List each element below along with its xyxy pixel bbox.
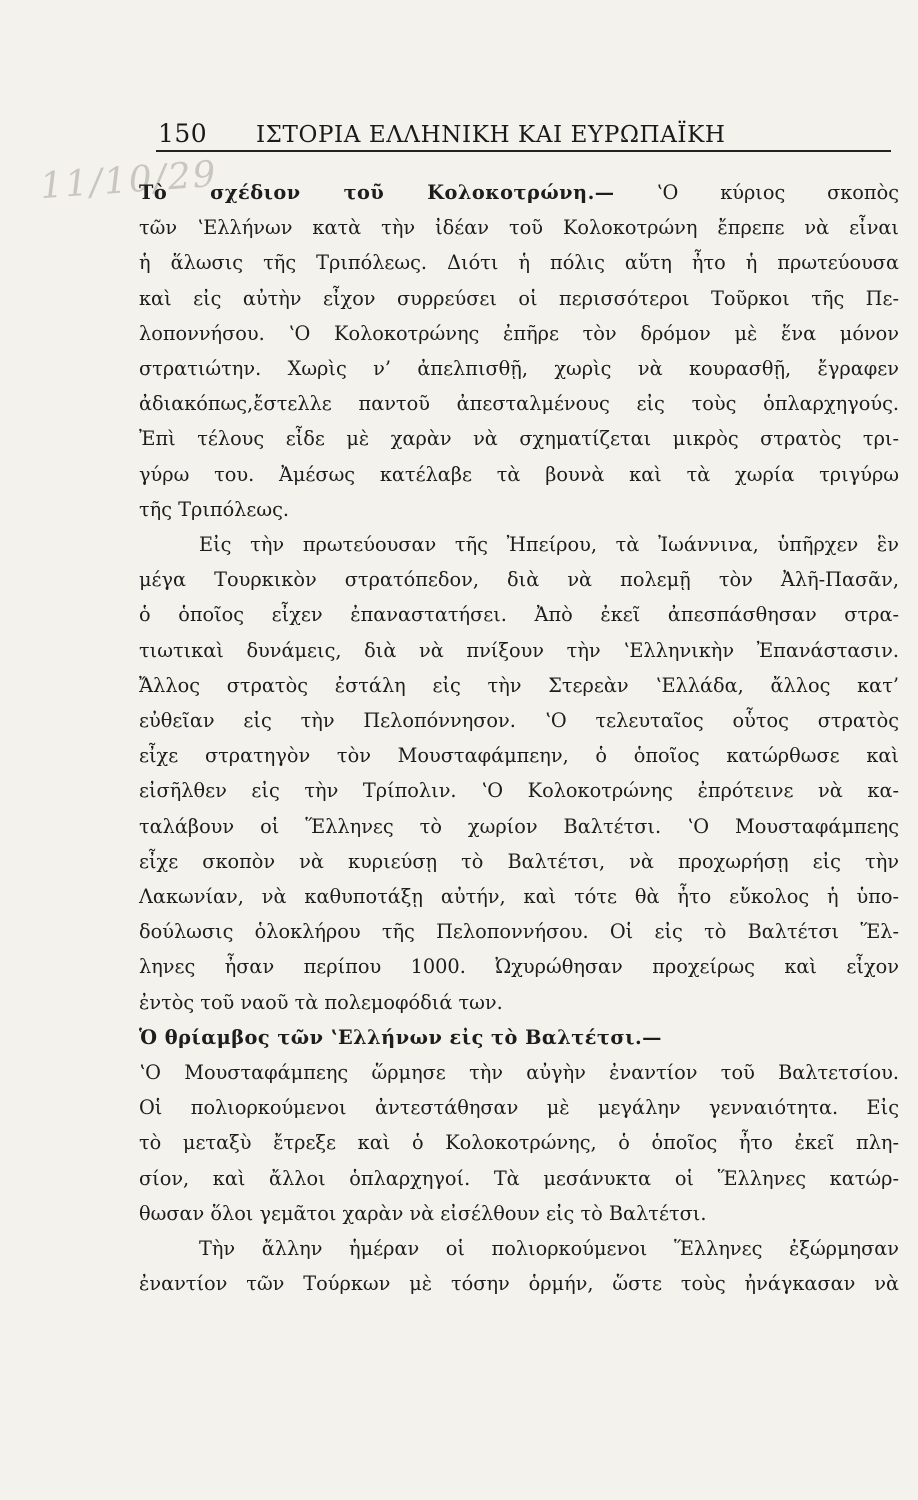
text-line: τὸ μεταξὺ ἔτρεξε καὶ ὁ Κολοκοτρώνης, ὁ ὁποῖος ἦτο ἐκεῖ πλη- [139, 1131, 899, 1155]
text-line: ταλάβουν οἱ Ἕλληνες τὸ χωρίον Βαλτέτσι. ʽΟ Μουσταφάμπεης [139, 814, 899, 838]
text-line: Ἐπὶ τέλους εἶδε μὲ χαρὰν νὰ σχηματίζεται μικρὸς στρατὸς τρι- [139, 427, 899, 451]
text-line: γύρω του. Ἀμέσως κατέλαβε τὰ βουνὰ καὶ τὰ χωρία τριγύρω [139, 462, 899, 486]
text-line: εἶχε σκοπὸν νὰ κυριεύσῃ τὸ Βαλτέτσι, νὰ προχωρήσῃ εἰς τὴν [139, 849, 899, 873]
text-line: τῶν ʽΕλλήνων κατὰ τὴν ἰδέαν τοῦ Κολοκοτρώνη ἔπρεπε νὰ εἶναι [139, 216, 899, 240]
section-heading: Τὸ σχέδιον τοῦ Κολοκοτρώνη.— [139, 181, 615, 204]
section-heading: Ὁ θρίαμβος τῶν ʽΕλλήνων εἰς τὸ Βαλτέτσι.— [139, 1025, 662, 1049]
text-line: εὐθεῖαν εἰς τὴν Πελοπόννησον. ʽΟ τελευταῖος οὗτος στρατὸς [139, 709, 899, 733]
text-line: δούλωσις ὁλοκλήρου τῆς Πελοποννήσου. Οἱ εἰς τὸ Βαλτέτσι Ἕλ- [139, 920, 899, 944]
text-line: εἰσῆλθεν εἰς τὴν Τρίπολιν. ʽΟ Κολοκοτρώνης ἐπρότεινε νὰ κα- [139, 779, 899, 803]
text-line [139, 1020, 899, 1055]
text-line: στρατιώτην. Χωρὶς ν’ ἀπελπισθῇ, χωρὶς νὰ κουρασθῇ, ἔγραφεν [139, 357, 899, 381]
text-line: καὶ εἰς αὐτὴν εἶχον συρρεύσει οἱ περισσότεροι Τοῦρκοι τῆς Πε- [139, 286, 899, 310]
text-line: Οἱ πολιορκούμενοι ἀντεστάθησαν μὲ μεγάλην γενναιότητα. Εἰς [139, 1096, 899, 1120]
text-line: τιωτικαὶ δυνάμεις, διὰ νὰ πνίξουν τὴν ʽΕλληνικὴν Ἐπανάστασιν. [139, 638, 899, 662]
text-line: Ἄλλος στρατὸς ἐστάλη εἰς τὴν Στερεὰν ʽΕλλάδα, ἄλλος κατ’ [139, 673, 899, 697]
text-line: Τὴν ἄλλην ἡμέραν οἱ πολιορκούμενοι Ἕλληνες ἐξώρμησαν [199, 1237, 899, 1261]
text-line: τῆς Τριπόλεως. [139, 497, 290, 521]
text-line: ἐναντίον τῶν Τούρκων μὲ τόσην ὁρμήν, ὥστε τοὺς ἠνάγκασαν νὰ [139, 1272, 899, 1296]
text-line: Λακωνίαν, νὰ καθυποτάξῃ αὐτήν, καὶ τότε θὰ ἦτο εὔκολος ἡ ὑπο- [139, 885, 899, 909]
text-line: ληνες ἦσαν περίπου 1000. Ὠχυρώθησαν προχείρως καὶ εἶχον [139, 955, 899, 979]
body-text [139, 175, 899, 1302]
text-line: ἡ ἅλωσις τῆς Τριπόλεως. Διότι ἡ πόλις αὕτη ἦτο ἡ πρωτεύουσα [139, 251, 899, 275]
text-line: λοποννήσου. ʽΟ Κολοκοτρώνης ἐπῆρε τὸν δρόμον μὲ ἕνα μόνον [139, 321, 899, 345]
text-line: μέγα Τουρκικὸν στρατόπεδον, διὰ νὰ πολεμῇ τὸν Ἀλῆ-Πασᾶν, [139, 568, 899, 592]
text-line: Εἰς τὴν πρωτεύουσαν τῆς Ἠπείρου, τὰ Ἰωάννινα, ὑπῆρχεν ἓν [199, 533, 899, 557]
text-line: Τὸ σχέδιον τοῦ Κολοκοτρώνη.— ʽΟ κύριος σκοπὸς [139, 181, 899, 204]
text-line: ἀδιακόπως,ἔστελλε παντοῦ ἀπεσταλμένους εἰς τοὺς ὁπλαρχηγούς. [139, 392, 899, 416]
text-line: ʽΟ Μουσταφάμπεης ὥρμησε τὴν αὐγὴν ἐναντίον τοῦ Βαλτετσίου. [139, 1061, 899, 1085]
page-number: 150 [158, 119, 208, 148]
text-line: θωσαν ὅλοι γεμᾶτοι χαρὰν νὰ εἰσέλθουν εἰς τὸ Βαλτέτσι. [139, 1201, 707, 1225]
text-line: ἐντὸς τοῦ ναοῦ τὰ πολεμοφόδιά των. [139, 990, 503, 1014]
running-title: ΙΣΤΟΡΙΑ ΕΛΛΗΝΙΚΗ ΚΑΙ ΕΥΡΩΠΑΪΚΗ [256, 122, 726, 148]
text-line: ὁ ὁποῖος εἶχεν ἐπαναστατήσει. Ἀπὸ ἐκεῖ ἀπεσπάσθησαν στρα- [139, 603, 899, 627]
text-line: σίον, καὶ ἄλλοι ὁπλαρχηγοί. Τὰ μεσάνυκτα οἱ Ἕλληνες κατώρ- [139, 1166, 899, 1190]
margin-note: 11/10/29 [38, 153, 219, 208]
text-line: εἶχε στρατηγὸν τὸν Μουσταφάμπεην, ὁ ὁποῖος κατώρθωσε καὶ [139, 744, 899, 768]
page-header [156, 112, 891, 152]
